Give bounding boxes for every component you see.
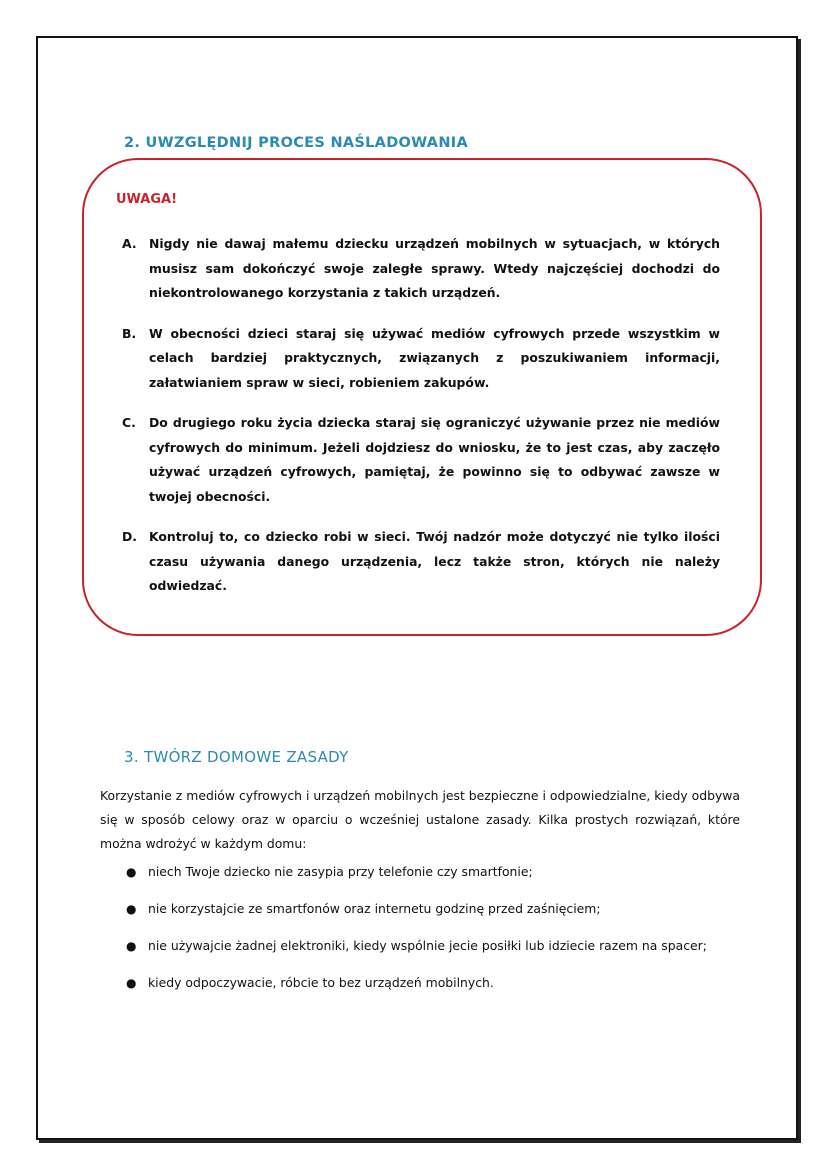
warning-item-d: [122, 525, 720, 599]
warning-item-a: [122, 232, 720, 306]
section-3-title: 3. TWÓRZ DOMOWE ZASADY: [124, 748, 349, 767]
warning-item-c: [122, 411, 720, 509]
item-letter: B.: [122, 325, 137, 341]
item-text: W obecności dzieci staraj się używać mediów cyfrowych przede wszystkim w celach bardziej praktycznych, związanych z poszukiwaniem informacji, załatwianiem spraw w sieci, robieniem zakupów.: [149, 325, 720, 390]
item-text: Kontroluj to, co dziecko robi w sieci. Twój nadzór może dotyczyć nie tylko ilości czasu używania danego urządzenia, lecz także stron, których nie należy odwiedzać.: [149, 529, 720, 593]
warning-item-b: [122, 322, 720, 396]
list-item: [124, 934, 744, 958]
list-item-text: nie korzystajcie ze smartfonów oraz internetu godzinę przed zaśnięciem;: [148, 901, 601, 916]
item-letter: D.: [122, 529, 137, 544]
list-item-text: nie używajcie żadnej elektroniki, kiedy wspólnie jecie posiłki lub idziecie razem na spacer;: [148, 938, 707, 953]
list-item: [124, 860, 744, 884]
warning-list: [122, 232, 720, 615]
rules-list: [124, 860, 744, 1008]
list-item-text: niech Twoje dziecko nie zasypia przy telefonie czy smartfonie;: [148, 864, 533, 879]
bullet-icon: ●: [126, 976, 137, 990]
list-item: [124, 971, 744, 995]
warning-label: UWAGA!: [116, 192, 178, 207]
list-item: [124, 897, 744, 921]
list-item-text: kiedy odpoczywacie, róbcie to bez urządzeń mobilnych.: [148, 975, 494, 990]
bullet-icon: ●: [126, 902, 137, 916]
section-2-title: 2. UWZGLĘDNIJ PROCES NAŚLADOWANIA: [124, 135, 468, 152]
item-letter: C.: [122, 415, 136, 430]
item-text: Do drugiego roku życia dziecka staraj się ograniczyć używanie przez nie mediów cyfrowych do minimum. Jeżeli dojdziesz do wniosku, że to jest czas, aby zaczęło używać urządzeń cyfrowych, pamiętaj, że powinno się to odbywać zawsze w twojej obecności.: [149, 415, 720, 504]
bullet-icon: ●: [126, 865, 137, 879]
item-text: Nigdy nie dawaj małemu dziecku urządzeń mobilnych w sytuacjach, w których musisz sam dokończyć swoje zaległe sprawy. Wtedy najczęściej dochodzi do niekontrolowanego korzystania z takich urządzeń.: [149, 236, 720, 300]
item-letter: A.: [122, 236, 137, 251]
bullet-icon: ●: [126, 939, 137, 953]
section-3-intro: Korzystanie z mediów cyfrowych i urządzeń mobilnych jest bezpieczne i odpowiedzialne, kiedy odbywa się w sposób celowy oraz w oparciu o wcześniej ustalone zasady. Kilka prostych rozwiązań, które można wdrożyć w każdym domu:: [100, 788, 740, 852]
